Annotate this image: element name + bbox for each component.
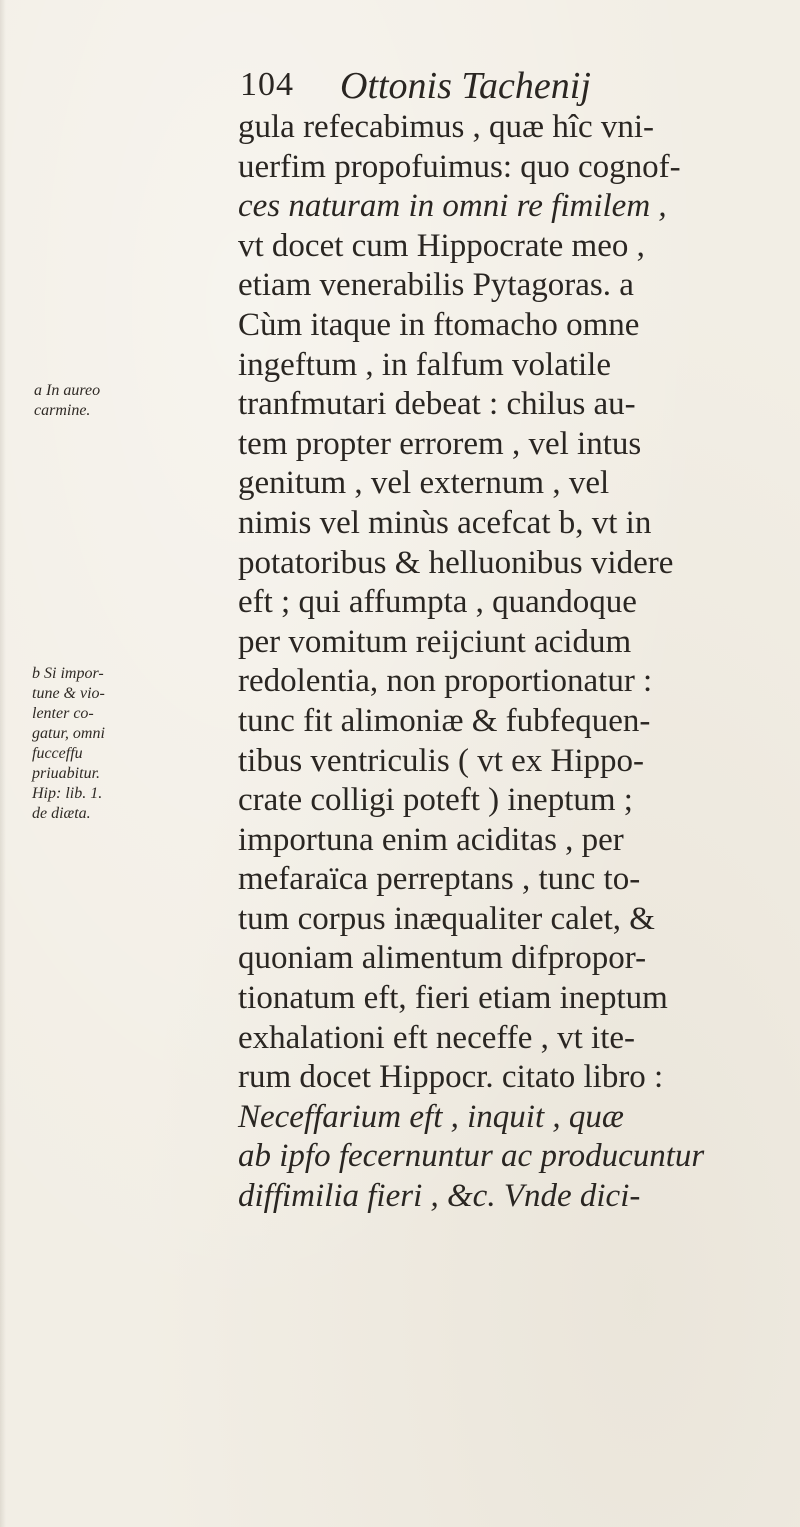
text-line: diffimilia fieri , &c. Vnde dici- [238,1178,641,1215]
text-line: genitum , vel externum , vel [238,465,610,502]
marginal-note-line: de diæta. [32,805,91,822]
text-line: eft ; qui affumpta , quandoque [238,584,637,621]
main-text-block [238,108,778,1217]
marginal-note-a [34,381,100,421]
text-line: tionatum eft, fieri etiam ineptum [238,980,668,1017]
marginal-note-line: gatur, omni [32,725,105,742]
text-line: ab ipfo fecernuntur ac producuntur [238,1138,705,1175]
text-line: tunc fit alimoniæ & fubfequen- [238,702,651,739]
text-line: tibus ventriculis ( vt ex Hippo- [238,742,645,779]
marginal-note-line: tune & vio- [32,685,105,702]
marginal-note-line: priuabitur. [32,765,101,782]
text-line: etiam venerabilis Pytagoras. a [238,267,634,304]
text-line: gula refecabimus , quæ hîc vni- [238,109,655,145]
text-line: uerfim propofuimus: quo cognof- [238,148,681,185]
page-number: 104 [240,66,294,103]
text-line: vt docet cum Hippocrate meo , [238,227,645,264]
text-line: tranfmutari debeat : chilus au- [238,386,636,423]
text-line: potatoribus & helluonibus videre [238,544,674,581]
text-line: tem propter errorem , vel intus [238,425,642,462]
text-line: exhalationi eft neceffe , vt ite- [238,1019,636,1056]
text-line: quoniam alimentum difpropor- [238,940,647,977]
text-line: Neceffarium eft , inquit , quæ [238,1098,624,1135]
text-line: mefaraïca perreptans , tunc to- [238,861,641,898]
text-line: crate colligi poteft ) ineptum ; [238,782,633,819]
text-line: redolentia, non proportionatur : [238,663,653,700]
text-line: importuna enim aciditas , per [238,821,624,858]
text-line: per vomitum reijciunt acidum [238,623,632,660]
marginal-note-line: fucceffu [32,745,83,762]
running-head [240,64,760,106]
text-line: rum docet Hippocr. citato libro : [238,1059,664,1096]
marginal-note-line: carmine. [34,402,91,419]
text-line: tum corpus inæqualiter calet, & [238,900,655,937]
marginal-note-line: a In aureo [34,382,101,399]
text-line: Cùm itaque in ftomacho omne [238,306,640,343]
marginal-note-line: lenter co- [32,705,94,722]
text-line: ces naturam in omni re fimilem , [238,188,667,225]
text-line: nimis vel minùs acefcat b, vt in [238,504,652,541]
running-head-title: Ottonis Tachenij [340,65,591,107]
marginal-note-line: b Si impor- [32,665,104,682]
page-edge-shadow [0,0,6,1527]
text-line: ingeftum , in falfum volatile [238,346,611,383]
marginal-note-line: Hip: lib. 1. [32,785,103,802]
marginal-note-b [32,664,105,824]
